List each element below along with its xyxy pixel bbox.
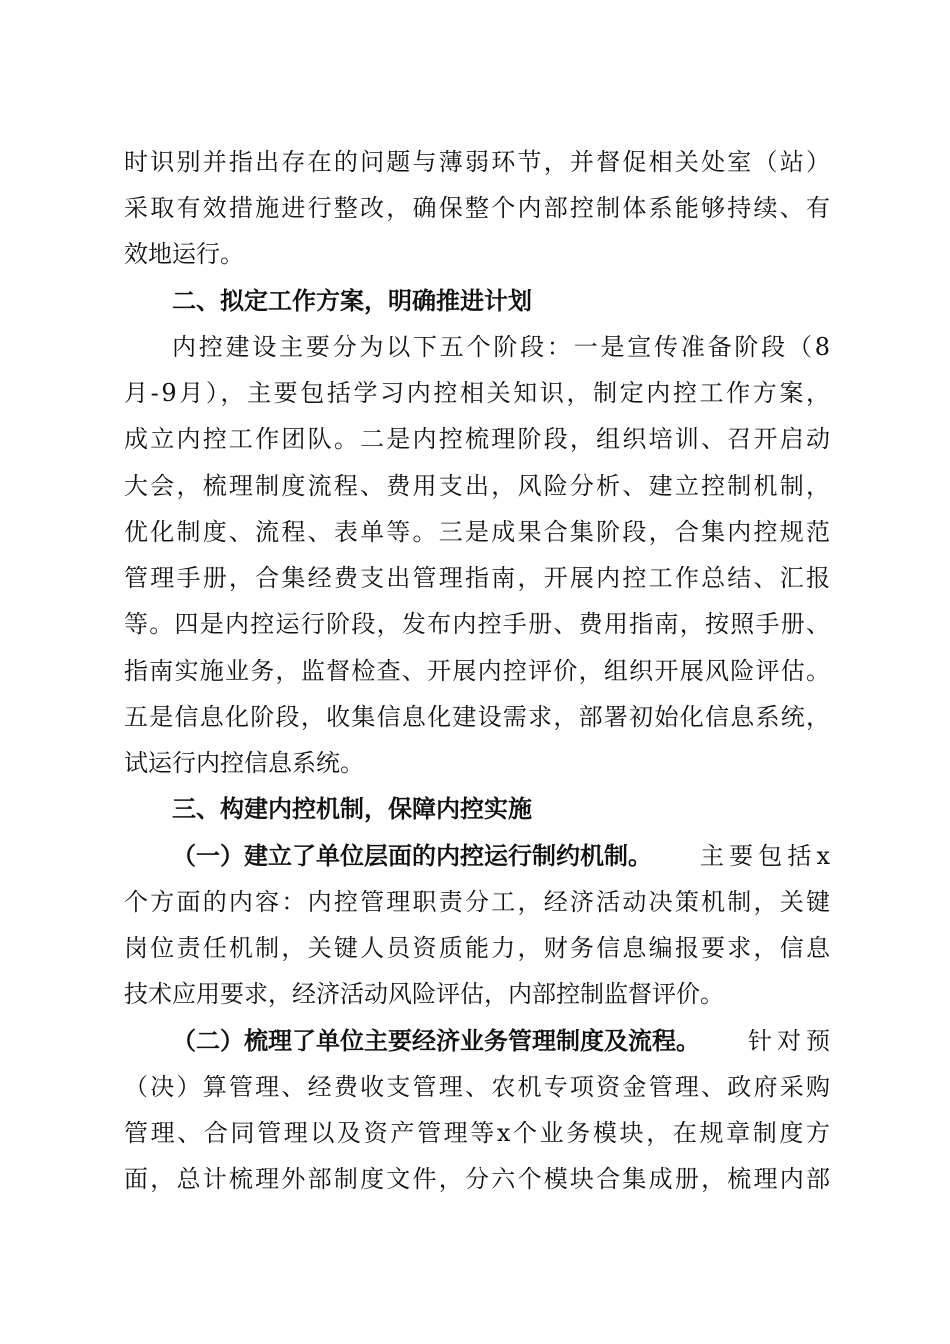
text-line-content: （决）算管理、经费收支管理、农机专项资金管理、政府采购: [124, 1073, 833, 1101]
text-line: [0, 417, 950, 461]
text-line-content: 管理、合同管理以及资产管理等x个业务模块，在规章制度方: [124, 1119, 833, 1147]
text-line: [0, 1065, 950, 1109]
text-line-content: 月-9月），主要包括学习内控相关知识，制定内控工作方案，: [124, 379, 833, 407]
text-line: [0, 371, 950, 415]
text-line-content: 个方面的内容：内控管理职责分工，经济活动决策机制，关键: [124, 888, 833, 916]
section-heading-text: 三、构建内控机制，保障内控实施: [172, 795, 532, 823]
text-line-content: 技术应用要求，经济活动风险评估，内部控制监督评价。: [124, 980, 724, 1008]
text-line: [0, 741, 950, 785]
text-line-content: 优化制度、流程、表单等。三是成果合集阶段，合集内控规范: [124, 518, 833, 546]
text-line-content: 效地运行。: [124, 240, 244, 268]
text-line: [0, 926, 950, 970]
text-line-content: 指南实施业务，监督检查、开展内控评价，组织开展风险评估。: [124, 657, 832, 685]
text-line-content: 采取有效措施进行整改，确保整个内部控制体系能够持续、有: [124, 194, 833, 222]
text-line: [0, 232, 950, 276]
subsection-lead: （二）梳理了单位主要经济业务管理制度及流程。: [172, 1027, 700, 1055]
text-line: [0, 649, 950, 693]
text-line-content: 面，总计梳理外部制度文件，分六个模块合集成册，梳理内部: [124, 1165, 833, 1193]
text-line-content: 试运行内控信息系统。: [124, 749, 364, 777]
text-line: [0, 602, 950, 646]
text-line: [0, 972, 950, 1016]
section-heading: [0, 279, 950, 323]
text-line-content: 五是信息化阶段，收集信息化建设需求，部署初始化信息系统，: [124, 703, 832, 731]
text-line-content: 等。四是内控运行阶段，发布内控手册、费用指南，按照手册、: [124, 610, 832, 638]
text-line-content: 成立内控工作团队。二是内控梳理阶段，组织培训、召开启动: [124, 425, 833, 453]
text-line: [0, 556, 950, 600]
text-line-content: 针对预: [748, 1027, 835, 1055]
text-line: [0, 1157, 950, 1201]
text-line: [0, 464, 950, 508]
subsection-first-line: [0, 1019, 950, 1063]
text-line-content: 内控建设主要分为以下五个阶段：一是宣传准备阶段（8: [172, 333, 833, 361]
text-line: [0, 880, 950, 924]
text-line: [0, 186, 950, 230]
subsection-first-line: [0, 834, 950, 878]
text-line: [0, 140, 950, 184]
section-heading: [0, 787, 950, 831]
text-line: [0, 1111, 950, 1155]
text-line: [0, 325, 950, 369]
text-line: [0, 510, 950, 554]
text-line-content: 岗位责任机制，关键人员资质能力，财务信息编报要求，信息: [124, 934, 833, 962]
text-line-content: 主要包括x: [700, 842, 836, 870]
text-line: [0, 695, 950, 739]
subsection-lead: （一）建立了单位层面的内控运行制约机制。: [172, 842, 652, 870]
text-line-content: 管理手册，合集经费支出管理指南，开展内控工作总结、汇报: [124, 564, 833, 592]
text-line-content: 大会，梳理制度流程、费用支出，风险分析、建立控制机制，: [124, 472, 833, 500]
section-heading-text: 二、拟定工作方案，明确推进计划: [172, 287, 532, 315]
text-line-content: 时识别并指出存在的问题与薄弱环节，并督促相关处室（站）: [124, 148, 833, 176]
